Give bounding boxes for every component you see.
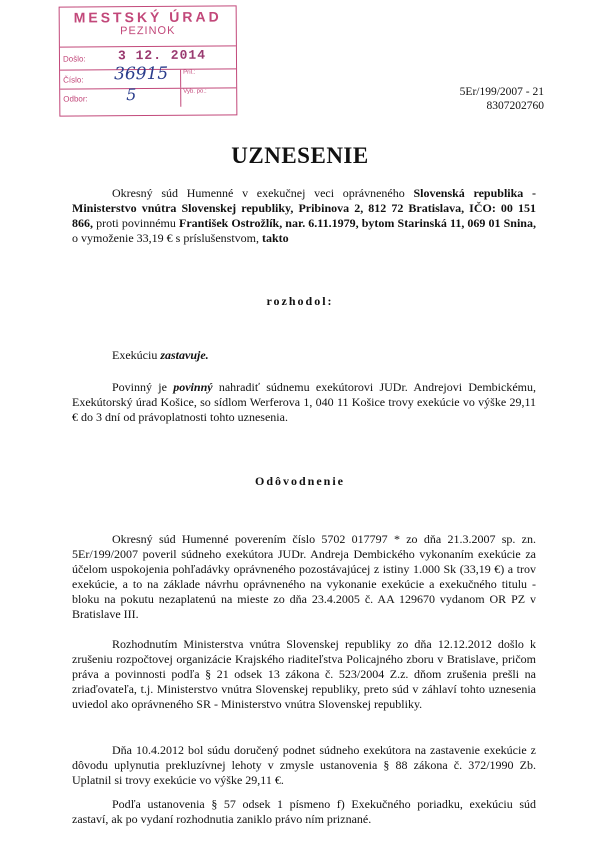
case-number: 5Er/199/2007 - 21 (459, 86, 544, 98)
stamp-attachments-label: Príl.: (180, 69, 236, 87)
reasoning-heading: Odôvodnenie (254, 474, 345, 488)
stamp-city: PEZINOK (120, 24, 176, 38)
registry-stamp (59, 5, 238, 116)
intro-paragraph: Okresný súd Humenné v exekučnej veci oprávneného Slovenská republika - Ministerstvo vnútra Slovenskej republiky, Pribinova 2, 812 72 Bratislava, IČO: 00 151 866, proti povinnému František Ostrožlík, nar. 6.11.1979, bytom Starinská 11, 069 01 Snina, o vymoženie 33,19 € s príslušenstvom, takto (72, 186, 536, 245)
stamp-dept-handwritten: 5 (126, 85, 137, 105)
case-id-number: 8307202760 (486, 100, 544, 112)
stamp-number-label: Číslo: (63, 74, 84, 85)
verdict-stop: Exekúciu zastavuje. (112, 348, 209, 362)
stamp-dept-label: Odbor: (63, 93, 88, 104)
case-reference (460, 85, 544, 113)
reasoning-paragraph: Dňa 10.4.2012 bol súdu doručený podnet súdneho exekútora na zastavenie exekúcie z dôvodu uplynutia prekluzívnej lehoty v zmysle ustanovenia § 88 zákona č. 372/1990 Zb. Uplatnil si trovy exekúcie vo výške 29,11 €. (72, 743, 536, 787)
decision-heading: rozhodol: (266, 294, 334, 308)
reasoning-paragraph: Okresný súd Humenné poverením číslo 5702 017797 * zo dňa 21.3.2007 sp. zn. 5Er/199/2007 poveril súdneho exekútora JUDr. Andreja Dembického vykonaním exekúcie za účelom uspokojenia pohľadávky oprávneného pozostávajúcej z istiny 1.000 Sk (33,19 €) a trov exekúcie, a to na základe návrhu oprávneného na vykonanie exekúcie a exekučného titulu - bloku na pokutu nezaplatenú na mieste zo dňa 23.4.2005 č. AA 129670 vydanom OR PZ v Bratislave III. (72, 532, 536, 621)
document-title: UZNESENIE (231, 143, 369, 168)
reasoning-paragraph: Podľa ustanovenia § 57 odsek 1 písmeno f) Exekučného poriadku, exekúciu súd zastaví, ak po vydaní rozhodnutia zaniklo právo ním priznané. (72, 797, 536, 826)
verdict-costs: Povinný je povinný nahradiť súdnemu exekútorovi JUDr. Andrejovi Dembickému, Exekútorský úrad Košice, so sídlom Werferova 1, 040 11 Košice trovy exekúcie vo výške 29,11 € do 3 dní od právoplatnosti tohto uznesenia. (72, 380, 536, 424)
stamp-received-date: 3 12. 2014 (117, 47, 207, 64)
stamp-header (60, 6, 236, 47)
creditor-name: Slovenská republika - Ministerstvo vnútra Slovenskej republiky, Pribinova 2, 812 72 Bratislava, IČO: 00 151 866, (72, 186, 536, 230)
stamp-number-handwritten: 36915 (114, 63, 169, 85)
stamp-office: MESTSKÝ ÚRAD (73, 8, 222, 26)
reasoning-paragraph: Rozhodnutím Ministerstva vnútra Slovenskej republiky zo dňa 12.12.2012 došlo k zrušeniu rozpočtovej organizácie Krajského riaditeľstva Policajného zboru v Bratislave, pričom práva a povinnosti podľa § 21 odsek 13 zákona č. 523/2004 Z.z. dňom zrušenia prešli na zriaďovateľa, t.j. Ministerstvo vnútra Slovenskej republiky, preto súd v záhlaví tohto uznesenia uviedol ako oprávneného SR - Ministerstvo vnútra Slovenskej republiky. (72, 637, 536, 711)
stamp-dept-row (60, 85, 236, 107)
stamp-number-row (60, 63, 236, 89)
stamp-handling-label: Vyb. po.: (180, 88, 236, 106)
debtor-name: František Ostrožlík, nar. 6.11.1979, bytom Starinská 11, 069 01 Snina, (178, 216, 536, 230)
stamp-received-label: Došlo: (62, 53, 86, 64)
